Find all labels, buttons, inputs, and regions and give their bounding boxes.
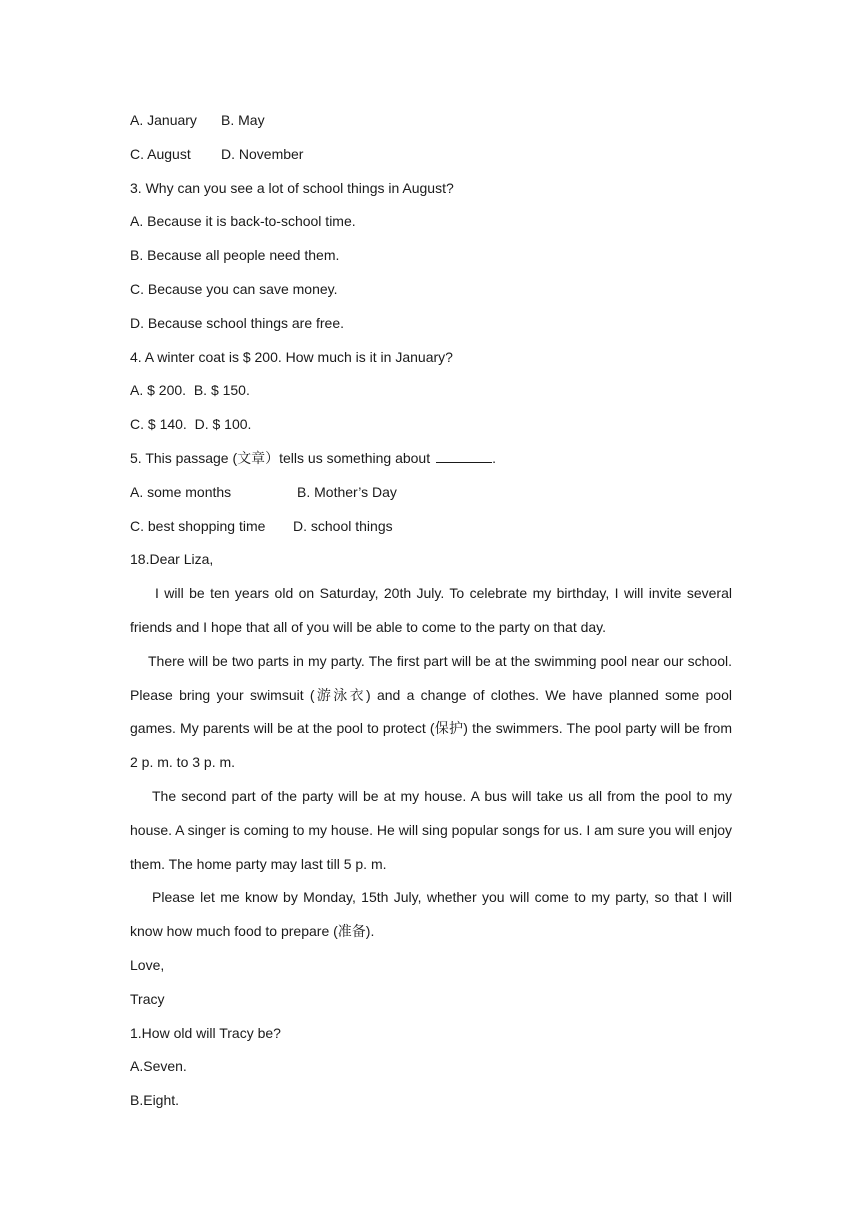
q2-option-d: D. November (221, 145, 304, 162)
q5-options-row-2 (130, 510, 732, 544)
q4-question: 4. A winter coat is $ 200. How much is it in January? (130, 348, 453, 365)
letter-closing: Love, (130, 956, 165, 973)
letter-q1-question: 1.How old will Tracy be? (130, 1024, 281, 1041)
letter-paragraph-3: The second part of the party will be at my house. A bus will take us all from the pool to my house. A singer is coming to my house. He will sing popular songs for us. I am sure you will enjoy them. The home party may last till 5 p. m. (130, 787, 732, 872)
q4-options-ab: A. $ 200. B. $ 150. (130, 382, 250, 399)
q5-option-c: C. best shopping time (130, 517, 266, 534)
letter-q1-option-a: A.Seven. (130, 1058, 187, 1075)
letter-heading: 18.Dear Liza, (130, 551, 214, 568)
q5-question-text: 5. This passage (文章）tells us something about (130, 449, 431, 466)
q2-option-c: C. August (130, 145, 191, 162)
q3-option-a: A. Because it is back-to-school time. (130, 213, 356, 230)
letter-paragraph-4: Please let me know by Monday, 15th July, whether you will come to my party, so that I will know how much food to prepare (准备). (130, 889, 732, 940)
answer-blank (436, 448, 492, 463)
q2-options-row-1 (130, 104, 732, 138)
letter-paragraph-2: There will be two parts in my party. The first part will be at the swimming pool near our school. Please bring your swimsuit (游泳衣) and a change of clothes. We have planned some pool games. My parents will be at the pool to protect (保护) the swimmers. The pool party will be from 2 p. m. to 3 p. m. (130, 652, 732, 771)
q2-options-row-2 (130, 138, 732, 172)
q5-question (130, 442, 732, 476)
q2-option-a: A. January (130, 112, 197, 128)
q3-option-b: B. Because all people need them. (130, 247, 340, 264)
q2-option-b: B. May (221, 112, 265, 128)
q3-question: 3. Why can you see a lot of school things in August? (130, 179, 454, 196)
q5-question-end: . (492, 449, 497, 466)
q4-options-cd: C. $ 140. D. $ 100. (130, 416, 252, 433)
q3-option-c: C. Because you can save money. (130, 280, 338, 297)
letter-q1-option-b: B.Eight. (130, 1092, 180, 1109)
worksheet-page (130, 104, 732, 1118)
letter-paragraph-1: I will be ten years old on Saturday, 20th July. To celebrate my birthday, I will invite several friends and I hope that all of you will be able to come to the party on that day. (130, 585, 732, 635)
letter-signature: Tracy (130, 990, 165, 1007)
q5-options-row-1 (130, 476, 732, 510)
q5-option-b: B. Mother’s Day (297, 483, 397, 500)
q5-option-a: A. some months (130, 483, 232, 500)
q3-option-d: D. Because school things are free. (130, 314, 345, 331)
q5-option-d: D. school things (293, 517, 393, 534)
